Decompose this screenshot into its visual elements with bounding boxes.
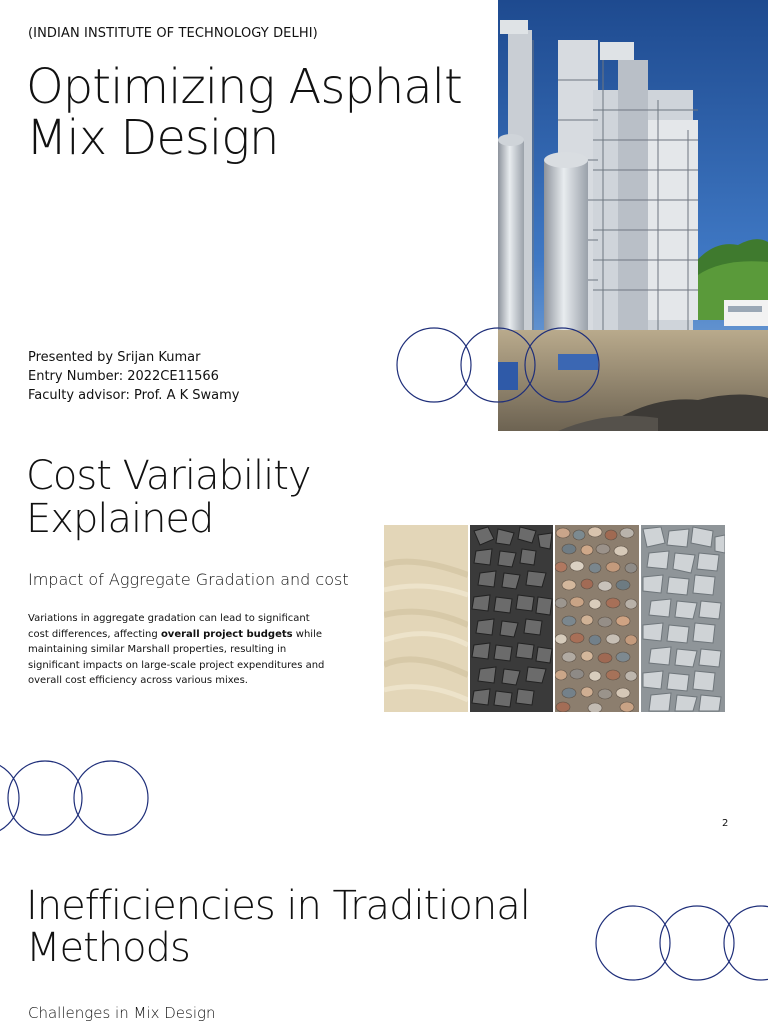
page-number: 2 (722, 818, 729, 829)
grey-granite-image (641, 525, 725, 712)
body-emphasis: overall project budgets (160, 628, 293, 640)
entry-number: Entry Number: 2022CE11566 (28, 369, 219, 384)
slide-body: Variations in aggregate gradation can lead to significant cost differences, affecting overall project budgets while maintaining similar Marshall properties, resulting in significant impacts on large-scale project expenditures and overall cost efficiency across various mixes. (28, 613, 325, 687)
slide-subtitle: Challenges in Mix Design (28, 1004, 216, 1022)
title-slide (0, 0, 768, 431)
presentation-title: Optimizing Asphalt Mix Design (26, 59, 462, 166)
institute-name: (INDIAN INSTITUTE OF TECHNOLOGY DELHI) (28, 26, 318, 41)
decorative-rings (595, 905, 768, 981)
slide-title: Cost Variability Explained (26, 453, 311, 543)
presenter-info (28, 348, 239, 405)
sand-sample-image (384, 525, 468, 712)
presenter-name: Presented by Srijan Kumar (28, 350, 201, 365)
inefficiencies-slide (0, 846, 768, 1024)
cost-variability-slide (0, 431, 768, 846)
slide-subtitle: Impact of Aggregate Gradation and cost (28, 570, 349, 589)
mixed-pebbles-image (555, 525, 639, 712)
black-gravel-image (470, 525, 553, 712)
decorative-rings (0, 760, 150, 836)
decorative-rings (396, 327, 601, 405)
slide-title: Inefficiencies in Traditional Methods (26, 883, 530, 971)
faculty-advisor: Faculty advisor: Prof. A K Swamy (28, 388, 240, 403)
